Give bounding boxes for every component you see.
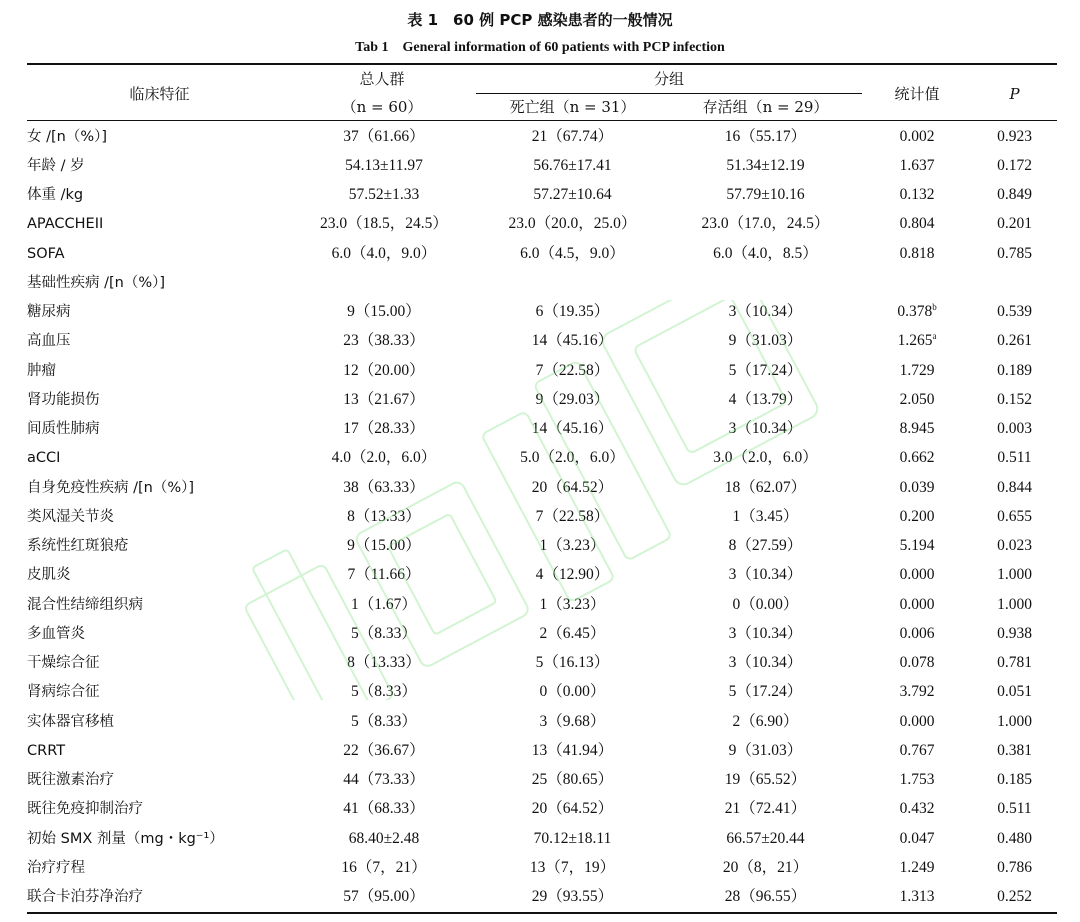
data-table	[27, 122, 1057, 912]
cell-feature: 既往免疫抑制治疗	[27, 801, 143, 818]
header-total-population: 总人群	[359, 70, 405, 88]
cell-death-group: 7（22.58）	[535, 507, 610, 525]
cell-total: 54.13±11.97	[345, 156, 423, 174]
cell-statistic: 0.078	[899, 654, 935, 672]
cell-survival-group: 0（0.00）	[732, 595, 799, 613]
cell-p-value: 0.849	[997, 186, 1032, 204]
cell-death-group: 23.0（20.0，25.0）	[508, 215, 637, 233]
statistic-value: 0.378	[897, 303, 933, 321]
table-row	[27, 824, 1057, 853]
cell-feature: 间质性肺病	[27, 421, 100, 438]
cell-survival-group: 51.34±12.19	[726, 156, 805, 174]
cell-feature: 糖尿病	[27, 304, 71, 321]
table-row	[27, 268, 1057, 297]
cell-p-value: 0.785	[997, 244, 1032, 262]
table-row	[27, 649, 1057, 678]
cell-statistic: 3.792	[899, 683, 935, 701]
header-p-value: P	[1009, 85, 1020, 103]
cell-statistic: 0.818	[899, 244, 935, 262]
cell-death-group: 1（3.23）	[539, 537, 606, 555]
cell-feature: 初始 SMX 剂量（mg・kg⁻¹）	[27, 830, 224, 847]
cell-feature: 基础性疾病 /[n（%）]	[27, 274, 166, 291]
cell-death-group: 13（7，19）	[529, 858, 616, 876]
cell-survival-group: 3（10.34）	[728, 303, 803, 321]
cell-survival-group: 66.57±20.44	[726, 829, 805, 847]
cell-statistic: 0.002	[899, 127, 935, 145]
table-row	[27, 385, 1057, 414]
cell-total: 8（13.33）	[347, 654, 421, 672]
statistic-value: 1.265	[897, 332, 933, 350]
cell-survival-group: 20（8，21）	[722, 858, 809, 876]
cell-p-value: 1.000	[997, 566, 1032, 584]
cell-statistic: 2.050	[899, 390, 935, 408]
cell-total: 8（13.33）	[347, 507, 421, 525]
cell-statistic: 0.200	[899, 507, 935, 525]
table-row	[27, 502, 1057, 531]
cell-death-group: 3（9.68）	[539, 712, 606, 730]
cell-p-value: 0.003	[997, 420, 1032, 438]
cell-total: 9（15.00）	[347, 537, 421, 555]
cell-total: 22（36.67）	[343, 741, 425, 759]
cell-p-value: 0.781	[997, 654, 1032, 672]
cell-feature: 肿瘤	[27, 362, 56, 379]
cell-p-value: 0.511	[997, 800, 1032, 818]
header-statistic: 统计值	[894, 85, 940, 103]
table-row	[27, 678, 1057, 707]
cell-statistic: 1.313	[899, 888, 935, 906]
cell-feature: 女 /[n（%）]	[27, 128, 108, 145]
cell-statistic: 0.804	[899, 215, 935, 233]
cell-death-group: 29（93.55）	[531, 888, 614, 906]
cell-survival-group: 4（13.79）	[728, 390, 803, 408]
cell-feature: APACCHEII	[27, 216, 104, 233]
cell-survival-group: 3（10.34）	[728, 566, 803, 584]
cell-total: 38（63.33）	[343, 478, 425, 496]
cell-survival-group: 9（31.03）	[728, 332, 803, 350]
cell-feature: 肾功能损伤	[27, 391, 100, 408]
table-row	[27, 532, 1057, 561]
cell-p-value: 0.381	[997, 741, 1032, 759]
cell-survival-group: 3（10.34）	[728, 624, 803, 642]
cell-death-group: 0（0.00）	[539, 683, 606, 701]
cell-feature: 类风湿关节炎	[27, 508, 114, 525]
cell-death-group: 6.0（4.5，9.0）	[520, 244, 625, 262]
cell-p-value: 0.844	[997, 478, 1032, 496]
cell-feature: 既往激素治疗	[27, 772, 114, 789]
table-row	[27, 853, 1057, 882]
cell-statistic: 0.000	[899, 595, 935, 613]
cell-survival-group: 2（6.90）	[732, 712, 799, 730]
cell-survival-group	[669, 268, 862, 297]
cell-total: 9（15.00）	[347, 303, 421, 321]
cell-survival-group: 21（72.41）	[724, 800, 807, 818]
cell-survival-group: 5（17.24）	[728, 683, 803, 701]
cell-p-value: 0.261	[997, 332, 1032, 350]
cell-total: 5（8.33）	[351, 624, 417, 642]
cell-feature: 联合卡泊芬净治疗	[27, 889, 143, 906]
cell-survival-group: 9（31.03）	[728, 741, 803, 759]
cell-feature: 高血压	[27, 333, 71, 350]
cell-death-group: 13（41.94）	[531, 741, 614, 759]
cell-survival-group: 23.0（17.0，24.5）	[701, 215, 830, 233]
cell-statistic: 0.000	[899, 566, 935, 584]
cell-feature: CRRT	[27, 742, 66, 759]
table-row	[27, 210, 1057, 239]
table-row	[27, 298, 1057, 327]
table-row	[27, 181, 1057, 210]
cell-p-value: 0.539	[997, 303, 1032, 321]
table-row	[27, 151, 1057, 180]
cell-total: 7（11.66）	[347, 566, 421, 584]
cell-total	[292, 268, 476, 297]
cell-feature: 体重 /kg	[27, 187, 84, 204]
cell-total: 5（8.33）	[351, 712, 417, 730]
cell-p-value: 0.185	[997, 771, 1032, 789]
cell-total: 1（1.67）	[351, 595, 417, 613]
cell-total: 37（61.66）	[343, 127, 425, 145]
cell-death-group: 70.12±18.11	[533, 829, 612, 847]
cell-statistic: 0.047	[899, 829, 935, 847]
cell-death-group: 20（64.52）	[531, 800, 614, 818]
cell-death-group: 4（12.90）	[535, 566, 610, 584]
cell-feature: 系统性红斑狼疮	[27, 538, 129, 555]
cell-total: 44（73.33）	[343, 771, 425, 789]
cell-statistic: 0.432	[899, 800, 935, 818]
cell-statistic: 8.945	[899, 420, 935, 438]
cell-survival-group: 6.0（4.0，8.5）	[713, 244, 818, 262]
cell-death-group: 1（3.23）	[539, 595, 606, 613]
cell-total: 16（7，21）	[341, 858, 427, 876]
cell-p-value: 0.786	[997, 858, 1032, 876]
cell-statistic: 0.767	[899, 741, 935, 759]
cell-total: 13（21.67）	[343, 390, 425, 408]
cell-p-value: 0.655	[997, 507, 1032, 525]
table-row	[27, 561, 1057, 590]
cell-total: 68.40±2.48	[348, 829, 420, 847]
cell-death-group	[476, 268, 669, 297]
cell-survival-group: 19（65.52）	[724, 771, 807, 789]
cell-survival-group: 8（27.59）	[728, 537, 803, 555]
cell-survival-group: 3（10.34）	[728, 420, 803, 438]
header-rule	[27, 120, 1057, 121]
cell-p-value: 0.189	[997, 361, 1032, 379]
cell-p-value: 0.252	[997, 888, 1032, 906]
cell-statistic	[862, 327, 972, 356]
footnote-marker: a	[932, 331, 937, 342]
cell-p-value: 0.923	[997, 127, 1032, 145]
table-row	[27, 239, 1057, 268]
cell-feature: 年龄 / 岁	[27, 157, 85, 174]
cell-feature: 多血管炎	[27, 625, 85, 642]
table-title-chinese: 表 1 60 例 PCP 感染患者的一般情况	[407, 11, 673, 29]
table-row	[27, 327, 1057, 356]
cell-feature: 实体器官移植	[27, 713, 114, 730]
top-rule	[27, 63, 1057, 65]
cell-p-value: 1.000	[997, 712, 1032, 730]
header-death-group: 死亡组（n = 31）	[509, 98, 636, 116]
header-group: 分组	[653, 70, 684, 88]
cell-p-value: 0.938	[997, 624, 1032, 642]
cell-survival-group: 57.79±10.16	[726, 186, 805, 204]
table-row	[27, 473, 1057, 502]
cell-death-group: 21（67.74）	[531, 127, 614, 145]
table-row	[27, 736, 1057, 765]
cell-death-group: 6（19.35）	[535, 303, 610, 321]
header-clinical-feature: 临床特征	[129, 85, 190, 103]
cell-feature: 自身免疫性疾病 /[n（%）]	[27, 479, 195, 496]
cell-statistic: 1.637	[899, 156, 935, 174]
table-row	[27, 356, 1057, 385]
table-row	[27, 707, 1057, 736]
table-row	[27, 619, 1057, 648]
cell-total: 23（38.33）	[343, 332, 425, 350]
group-underline	[476, 93, 862, 94]
cell-statistic: 1.249	[899, 858, 935, 876]
cell-total: 41（68.33）	[343, 800, 425, 818]
cell-p-value	[972, 268, 1057, 297]
cell-death-group: 20（64.52）	[531, 478, 614, 496]
cell-survival-group: 18（62.07）	[724, 478, 807, 496]
cell-survival-group: 1（3.45）	[732, 507, 799, 525]
table-row	[27, 883, 1057, 912]
cell-feature: 干燥综合征	[27, 655, 100, 672]
cell-death-group: 5.0（2.0，6.0）	[520, 449, 625, 467]
cell-death-group: 7（22.58）	[535, 361, 610, 379]
header-survival-group: 存活组（n = 29）	[702, 98, 829, 116]
cell-feature: 肾病综合征	[27, 684, 100, 701]
table-row	[27, 444, 1057, 473]
cell-survival-group: 3.0（2.0，6.0）	[713, 449, 818, 467]
cell-feature: 混合性结缔组织病	[27, 596, 143, 613]
cell-statistic: 0.039	[899, 478, 935, 496]
cell-p-value: 0.023	[997, 537, 1032, 555]
data-table-body	[27, 122, 1057, 912]
cell-feature: aCCI	[27, 450, 61, 467]
cell-statistic: 0.132	[899, 186, 935, 204]
cell-survival-group: 5（17.24）	[728, 361, 803, 379]
cell-death-group: 14（45.16）	[531, 420, 614, 438]
cell-death-group: 9（29.03）	[535, 390, 610, 408]
table-row	[27, 415, 1057, 444]
cell-total: 6.0（4.0，9.0）	[331, 244, 437, 262]
cell-p-value: 0.051	[997, 683, 1032, 701]
cell-p-value: 0.511	[997, 449, 1032, 467]
cell-total: 12（20.00）	[343, 361, 425, 379]
cell-statistic: 0.006	[899, 624, 935, 642]
cell-p-value: 0.201	[997, 215, 1032, 233]
cell-feature: 治疗疗程	[27, 859, 85, 876]
cell-statistic	[862, 298, 972, 327]
cell-feature: 皮肌炎	[27, 567, 71, 584]
cell-total: 5（8.33）	[351, 683, 417, 701]
cell-statistic: 1.729	[899, 361, 935, 379]
cell-feature: SOFA	[27, 245, 65, 262]
footnote-marker: b	[932, 301, 937, 312]
cell-p-value: 0.172	[997, 156, 1032, 174]
cell-death-group: 2（6.45）	[539, 624, 606, 642]
cell-total: 57（95.00）	[343, 888, 425, 906]
cell-survival-group: 3（10.34）	[728, 654, 803, 672]
table-title-english: Tab 1 General information of 60 patients with PCP infection	[355, 40, 725, 55]
bottom-rule	[27, 912, 1057, 914]
cell-survival-group: 16（55.17）	[724, 127, 807, 145]
cell-p-value: 1.000	[997, 595, 1032, 613]
header-total-n: （n = 60）	[341, 98, 423, 116]
cell-death-group: 57.27±10.64	[533, 186, 612, 204]
cell-p-value: 0.480	[997, 829, 1032, 847]
cell-death-group: 5（16.13）	[535, 654, 610, 672]
cell-p-value: 0.152	[997, 390, 1032, 408]
cell-statistic: 0.662	[899, 449, 935, 467]
cell-total: 23.0（18.5，24.5）	[320, 215, 448, 233]
cell-death-group: 56.76±17.41	[533, 156, 612, 174]
cell-survival-group: 28（96.55）	[724, 888, 807, 906]
cell-statistic: 0.000	[899, 712, 935, 730]
cell-death-group: 14（45.16）	[531, 332, 614, 350]
table-row	[27, 795, 1057, 824]
cell-statistic: 5.194	[899, 537, 935, 555]
cell-statistic: 1.753	[899, 771, 935, 789]
cell-total: 57.52±1.33	[348, 186, 420, 204]
table-row	[27, 590, 1057, 619]
cell-total: 17（28.33）	[343, 420, 425, 438]
cell-total: 4.0（2.0，6.0）	[331, 449, 437, 467]
cell-statistic	[862, 268, 972, 297]
table-row	[27, 122, 1057, 151]
cell-death-group: 25（80.65）	[531, 771, 614, 789]
table-row	[27, 766, 1057, 795]
